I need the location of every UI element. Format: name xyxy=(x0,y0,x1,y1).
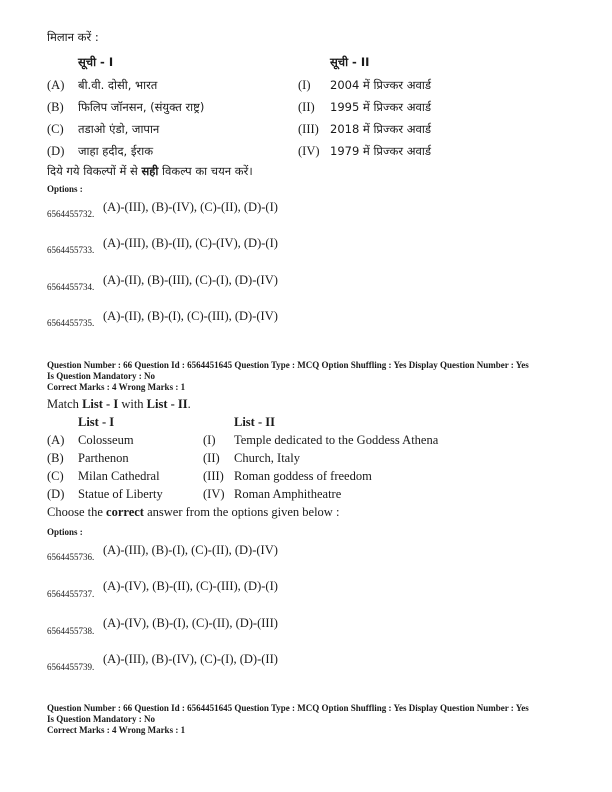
q66-row-b-key: (B) xyxy=(47,451,64,465)
option-text: (A)-(III), (B)-(IV), (C)-(II), (D)-(I) xyxy=(103,200,278,214)
q66-row-d-key: (D) xyxy=(47,487,65,501)
q66-match-instruction: Match List - I with List - II. xyxy=(47,397,191,411)
q66-row-c-value: Milan Cathedral xyxy=(78,469,160,483)
q66-row-b-value: Parthenon xyxy=(78,451,129,465)
q65-options-label: Options : xyxy=(47,184,83,194)
q65-row-iii-value: 2018 में प्रिज्कर अवार्ड xyxy=(330,122,432,136)
q65-choose-instruction: दिये गये विकल्पों में से सही विकल्प का चयन करें। xyxy=(47,164,253,178)
q65-row-iii-key: (III) xyxy=(298,122,319,136)
q65-row-c-value: तडाओ एंडो, जापान xyxy=(78,122,160,136)
q65-list1-heading: सूची - I xyxy=(78,55,114,69)
option-id: 6564455739. xyxy=(47,662,95,672)
q66-row-d-value: Statue of Liberty xyxy=(78,487,163,501)
q66-header-line3: Correct Marks : 4 Wrong Marks : 1 xyxy=(47,382,186,392)
next-header-line3: Correct Marks : 4 Wrong Marks : 1 xyxy=(47,725,186,735)
q66-row-iii-key: (III) xyxy=(203,469,224,483)
q66-header-line1: Question Number : 66 Question Id : 6564451645 Question Type : MCQ Option Shuffling : Yes Display Question Number : Yes xyxy=(47,360,529,370)
q66-row-i-key: (I) xyxy=(203,433,216,447)
q65-row-c-key: (C) xyxy=(47,122,64,136)
option-text: (A)-(III), (B)-(I), (C)-(II), (D)-(IV) xyxy=(103,543,278,557)
option-text: (A)-(IV), (B)-(I), (C)-(II), (D)-(III) xyxy=(103,616,278,630)
q65-row-b-key: (B) xyxy=(47,100,64,114)
q66-row-iv-key: (IV) xyxy=(203,487,225,501)
option-id: 6564455736. xyxy=(47,552,95,562)
q66-header-line2: Is Question Mandatory : No xyxy=(47,371,156,381)
q66-row-i-value: Temple dedicated to the Goddess Athena xyxy=(234,433,439,447)
option-text: (A)-(II), (B)-(I), (C)-(III), (D)-(IV) xyxy=(103,309,278,323)
q65-instruction: मिलान करें : xyxy=(47,30,99,44)
option-text: (A)-(III), (B)-(II), (C)-(IV), (D)-(I) xyxy=(103,236,278,250)
q65-row-i-key: (I) xyxy=(298,78,311,92)
q65-row-a-value: बी.वी. दोसी, भारत xyxy=(78,78,158,92)
q65-row-d-key: (D) xyxy=(47,144,65,158)
option-id: 6564455737. xyxy=(47,589,95,599)
q66-row-c-key: (C) xyxy=(47,469,64,483)
q66-row-iv-value: Roman Amphitheatre xyxy=(234,487,342,501)
q65-row-ii-value: 1995 में प्रिज्कर अवार्ड xyxy=(330,100,432,114)
q66-row-a-key: (A) xyxy=(47,433,65,447)
q65-list2-heading: सूची - II xyxy=(330,55,370,69)
option-text: (A)-(III), (B)-(IV), (C)-(I), (D)-(II) xyxy=(103,652,278,666)
q65-row-iv-key: (IV) xyxy=(298,144,320,158)
q66-row-ii-value: Church, Italy xyxy=(234,451,300,465)
q65-row-d-value: जाहा हदीद, ईराक xyxy=(78,144,154,158)
q65-row-b-value: फिलिप जॉनसन, (संयुक्त राष्ट्र) xyxy=(78,100,205,114)
option-text: (A)-(II), (B)-(III), (C)-(I), (D)-(IV) xyxy=(103,273,278,287)
q66-row-ii-key: (II) xyxy=(203,451,220,465)
option-text: (A)-(IV), (B)-(II), (C)-(III), (D)-(I) xyxy=(103,579,278,593)
q65-row-a-key: (A) xyxy=(47,78,65,92)
option-id: 6564455735. xyxy=(47,318,95,328)
next-header-line1: Question Number : 66 Question Id : 6564451645 Question Type : MCQ Option Shuffling : Yes Display Question Number : Yes xyxy=(47,703,529,713)
option-id: 6564455732. xyxy=(47,209,95,219)
option-id: 6564455734. xyxy=(47,282,95,292)
q66-options-label: Options : xyxy=(47,527,83,537)
option-id: 6564455738. xyxy=(47,626,95,636)
q66-row-a-value: Colosseum xyxy=(78,433,134,447)
q65-row-ii-key: (II) xyxy=(298,100,315,114)
q66-choose-instruction: Choose the correct answer from the options given below : xyxy=(47,505,340,519)
next-header-line2: Is Question Mandatory : No xyxy=(47,714,156,724)
q66-list1-heading: List - I xyxy=(78,415,115,429)
q65-row-iv-value: 1979 में प्रिज्कर अवार्ड xyxy=(330,144,432,158)
option-id: 6564455733. xyxy=(47,245,95,255)
q66-row-iii-value: Roman goddess of freedom xyxy=(234,469,372,483)
q66-list2-heading: List - II xyxy=(234,415,275,429)
q65-row-i-value: 2004 में प्रिज्कर अवार्ड xyxy=(330,78,432,92)
